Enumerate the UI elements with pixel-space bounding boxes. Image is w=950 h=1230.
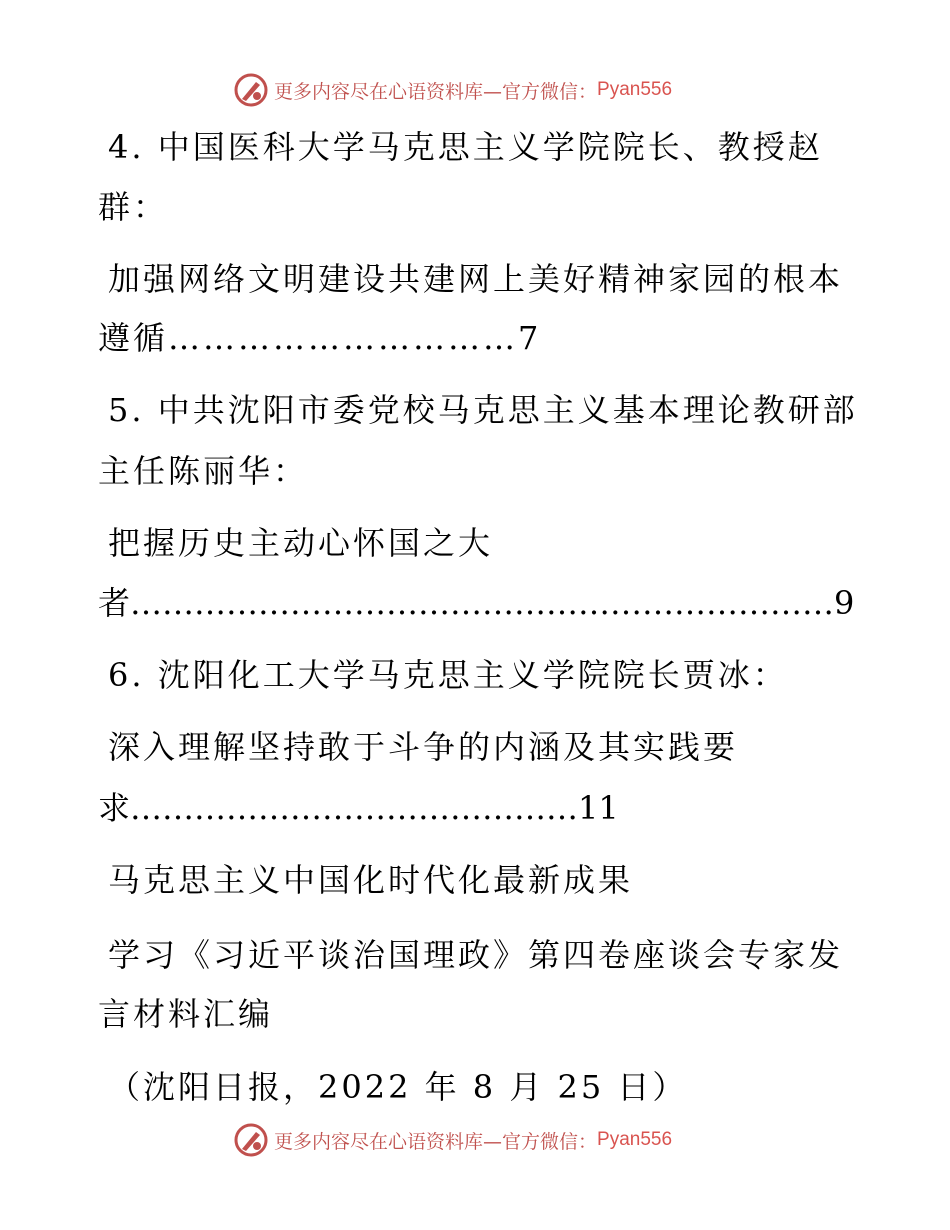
watermark-account: Pyan556 [597,1129,673,1150]
pen-logo-icon [234,1123,268,1157]
section-heading: 马克思主义中国化时代化最新成果 [108,861,634,899]
section-subtitle-cont: 言材料汇编 [98,995,274,1033]
watermark-footer [234,1122,672,1158]
watermark-account: Pyan556 [597,79,673,100]
entry-5-title-cont: 主任陈丽华： [98,452,309,490]
watermark-header [234,72,672,108]
entry-4-title: 4. 中国医科大学马克思主义学院院长、教授赵 [108,128,823,166]
watermark-text: 更多内容尽在心语资料库—官方微信： [274,80,598,103]
section-source: （沈阳日报，2022 年 8 月 25 日） [108,1068,688,1106]
entry-5-title: 5. 中共沈阳市委党校马克思主义基本理论教研部 [108,391,858,429]
entry-5-article-cont: 者…………………………………………………………9 [98,584,855,622]
entry-6-article-cont: 求……………………………………11 [98,789,619,827]
entry-6-title: 6. 沈阳化工大学马克思主义学院院长贾冰： [108,656,788,694]
watermark-text: 更多内容尽在心语资料库—官方微信： [274,1130,598,1153]
entry-4-title-cont: 群： [98,188,169,226]
entry-4-article-cont: 遵循…………………………7 [98,319,542,357]
entry-6-article: 深入理解坚持敢于斗争的内涵及其实践要 [108,728,739,766]
entry-5-article: 把握历史主动心怀国之大 [108,524,494,562]
section-subtitle: 学习《习近平谈治国理政》第四卷座谈会专家发 [108,936,844,974]
pen-logo-icon [234,73,268,107]
entry-4-article: 加强网络文明建设共建网上美好精神家园的根本 [108,260,844,298]
